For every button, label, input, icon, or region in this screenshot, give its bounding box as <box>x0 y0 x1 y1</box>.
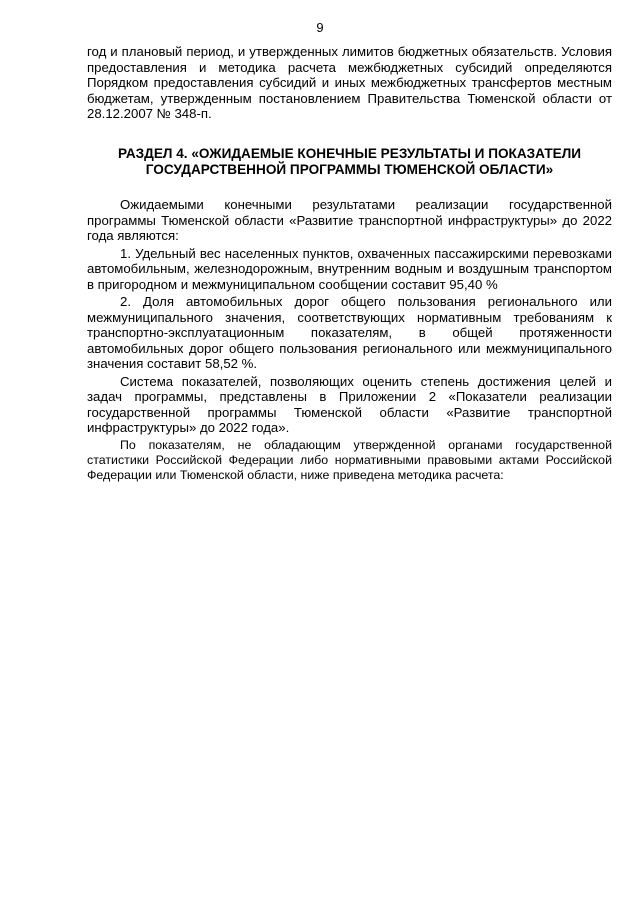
intro-paragraph-block <box>87 44 612 122</box>
result-item-1: 1. Удельный вес населенных пунктов, охваченных пассажирскими перевозками автомобильным, железнодорожным, внутренним водным и воздушным транспортом в пригородном и межмуниципальном сообщении составит 95,40 % <box>87 245 612 292</box>
results-intro-paragraph: Ожидаемыми конечными результатами реализации государственной программы Тюменской области «Развитие транспортной инфраструктуры» до 2022 года являются: <box>87 197 612 243</box>
section-heading <box>87 146 612 178</box>
methodology-paragraph: По показателям, не обладающим утвержденной органами государственной статистики Российской Федерации либо нормативными правовыми актами Российской Федерации или Тюменской области, ниже приведена методика расчета: <box>87 437 612 482</box>
section-heading-line-1: РАЗДЕЛ 4. «ОЖИДАЕМЫЕ КОНЕЧНЫЕ РЕЗУЛЬТАТЫ И ПОКАЗАТЕЛИ <box>117 146 582 161</box>
result-item-2: 2. Доля автомобильных дорог общего пользования регионального или межмуниципального значения, соответствующих нормативным требованиям к транспортно-эксплуатационным показателям, в общей протяженности автомобильных дорог общего пользования регионального или межмуниципального значения составит 58,52 %. <box>87 294 612 371</box>
results-block <box>87 197 612 483</box>
page-number: 9 <box>316 20 324 35</box>
intro-paragraph: год и плановый период, и утвержденных лимитов бюджетных обязательств. Условия предоставления и методика расчета межбюджетных субсидий определяются Порядком предоставления субсидий и иных межбюджетных трансфертов местным бюджетам, утвержденным постановлением Правительства Тюменской области от 28.12.2007 № 348-п. <box>87 44 612 121</box>
indicators-paragraph: Система показателей, позволяющих оценить степень достижения целей и задач программы, представлены в Приложении 2 «Показатели реализации государственной программы Тюменской области «Развитие транспортной инфраструктуры» до 2022 года». <box>87 373 612 435</box>
section-heading-line-2: ГОСУДАРСТВЕННОЙ ПРОГРАММЫ ТЮМЕНСКОЙ ОБЛАСТИ» <box>145 162 554 177</box>
